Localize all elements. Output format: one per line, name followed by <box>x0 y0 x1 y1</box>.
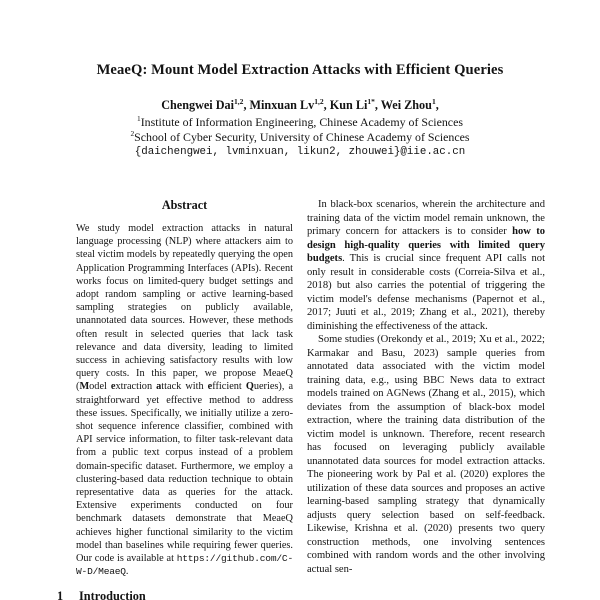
text-run: Wei Zhou <box>380 98 432 112</box>
text-run: 1 <box>137 114 141 124</box>
text-run: 1* <box>367 96 375 106</box>
text-run: 1,2 <box>234 96 244 106</box>
text-run: ueries), a straightforward yet effective method to address these issues. Specifically, we initially utilize a zero-shot sequence inference classifier, combined with API service information, to filter task-relevant data from a public text corpus instead of a problem domain-specific dataset. Furthermore, we employ a clustering-based data reduction technique to obtain representative data as queries for the attack. Extensive experiments conducted on four benchmark datasets demonstrate that MeaeQ achieves higher functional similarity to the victim model than baselines while requiring fewer queries. Our code is available at <box>76 381 294 565</box>
email-line: {daichengwei, lvminxuan, likun2, zhouwei}@iie.ac.cn <box>134 146 466 158</box>
affiliation-line-1 <box>30 115 570 130</box>
text-run: Kun Li <box>329 98 368 112</box>
text-run: . This is crucial since frequent API calls not only result in considerable costs (Correia-Silva et al., 2018) but also carries the potential of triggering the victim model's defense mechanisms (Papernot et al., 2017; Juuti et al., 2019; Zhang et al., 2021), thereby diminishing the effectiveness of the attack. <box>307 253 545 332</box>
affiliation-line-2 <box>30 130 570 145</box>
section-heading-introduction <box>57 589 295 600</box>
intro-paragraph-1 <box>307 198 545 333</box>
abstract-heading: Abstract <box>161 198 208 212</box>
text-run: fficient <box>212 381 246 393</box>
text-run: We study model extraction attacks in natural language processing (NLP) where attackers aim to steal victim models by repeatedly querying the open Application Programming Interfaces (APIs). Recent works focus on limited-query budget settings and adopt random sampling or active learning-based sampling strategies on publicly available, unannotated data sources. However, these methods often result in selected queries that lack task relevance and data diversity, leading to limited success in achieving satisfactory results with low query costs. In this paper, we propose MeaeQ ( <box>76 223 293 393</box>
text-run: , <box>435 98 439 112</box>
text-run: M <box>79 381 90 393</box>
text-run: e <box>110 381 116 393</box>
text-run: e <box>207 381 213 393</box>
text-run: how to design high-quality queries with limited query budgets <box>307 226 545 264</box>
github-url[interactable]: https://github.com/C-W-D/MeaeQ <box>76 553 293 578</box>
text-run: , <box>243 98 250 112</box>
text-run: ttack with <box>161 381 208 393</box>
text-run: . <box>125 566 129 578</box>
authors-line <box>30 98 570 113</box>
text-run: Some studies (Orekondy et al., 2019; Xu et al., 2022; Karmakar and Basu, 2023) sample queries from annotated data associated with the victim model training data, e.g., using BBC News data to extract models trained on AGNews (Zhang et al., 2015), which deviates from the assumption of black-box model extraction, where the training data distribution of the victim model is unknown. Therefore, recent research has focused on leveraging publicly available unannotated data sources for model extraction attacks. The pioneering work by Pal et al. (2020) explores the utilization of these data sources and proposes an active learning-based sampling strategy that dynamically adjusts query selection based on self-feedback. Likewise, Krishna et al. (2020) presents two query construction methods, one involving sentences combined with random words and the other involving actual sen- <box>307 334 545 575</box>
text-run: 1 <box>431 96 436 106</box>
text-run: Chengwei Dai <box>161 98 235 112</box>
text-run: Institute of Information Engineering, Chinese Academy of Sciences <box>140 115 463 129</box>
text-run: xtraction <box>115 381 157 393</box>
text-run: , <box>323 98 330 112</box>
paper-title: MeaeQ: Mount Model Extraction Attacks with Efficient Queries <box>96 62 504 78</box>
intro-paragraph-2 <box>307 333 545 576</box>
abstract-body <box>76 222 293 578</box>
column-right <box>307 198 545 600</box>
text-run: Q <box>245 381 254 393</box>
section-title: Introduction <box>79 589 146 600</box>
text-run: Minxuan Lv <box>249 98 315 112</box>
text-run: a <box>156 381 162 393</box>
text-run: 1,2 <box>314 96 324 106</box>
text-run: , <box>374 98 381 112</box>
text-run: odel <box>89 381 111 393</box>
text-run: In black-box scenarios, wherein the architecture and training data of the victim model remain unknown, the primary concern for attackers is to consider <box>307 199 545 237</box>
text-run: 2 <box>130 129 135 139</box>
text-run: School of Cyber Security, University of Chinese Academy of Sciences <box>134 130 470 144</box>
section-number: 1 <box>57 589 64 600</box>
column-left <box>57 198 295 600</box>
